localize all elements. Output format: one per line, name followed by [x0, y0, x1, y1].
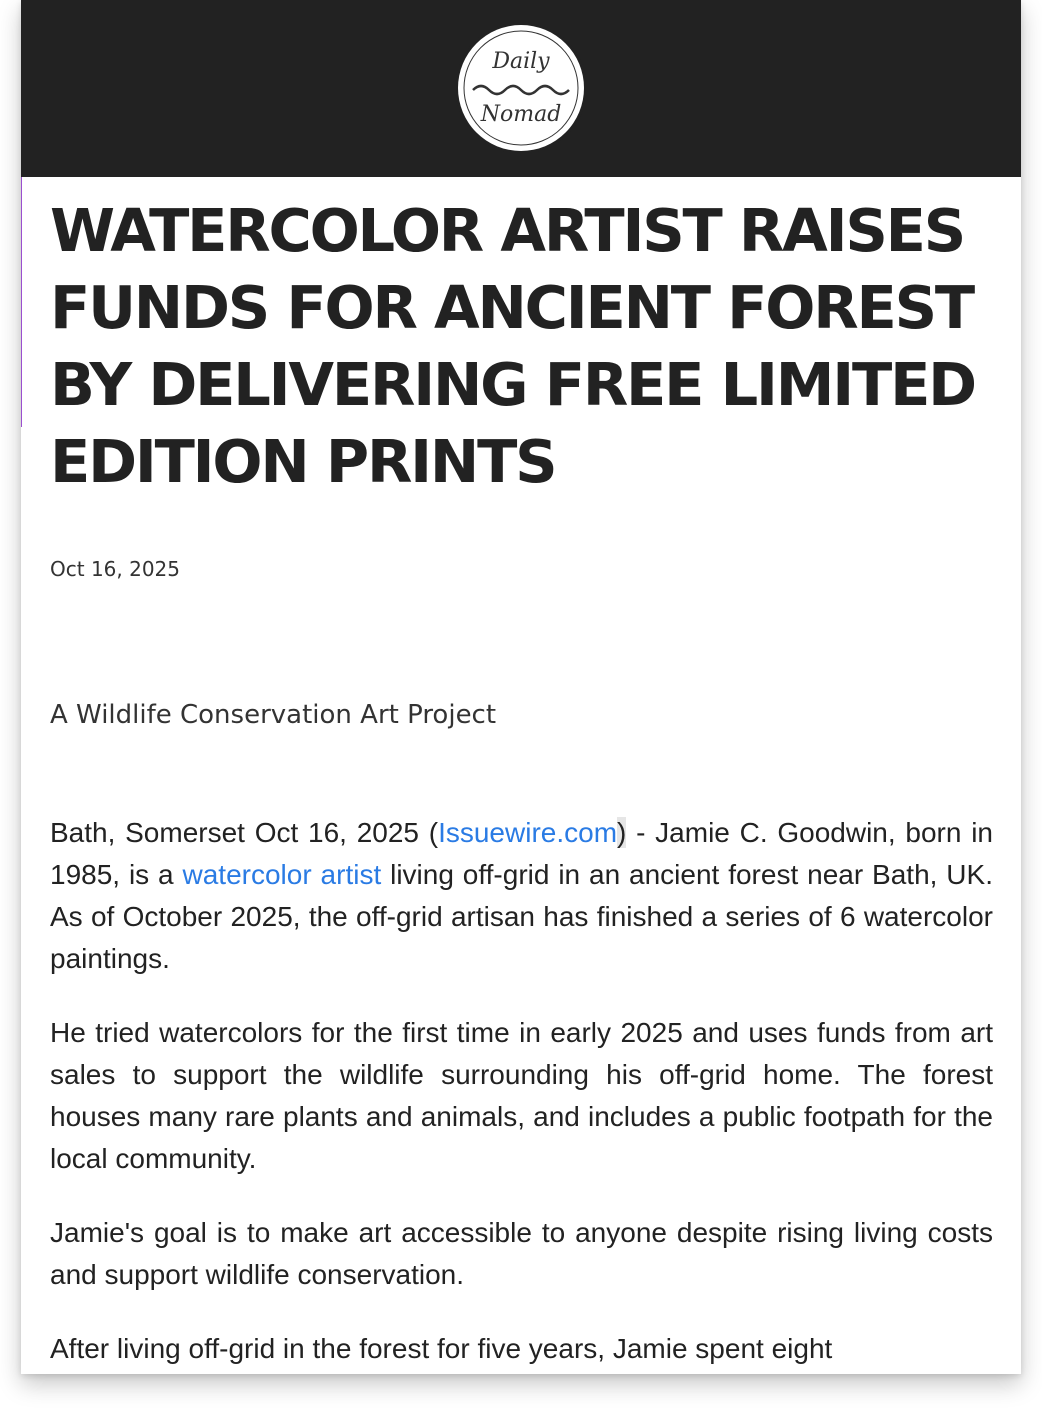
paragraph-3: Jamie's goal is to make art accessible to anyone despite rising living costs and support wildlife conservation.	[50, 1217, 993, 1290]
article-page	[21, 0, 1021, 1374]
article-body	[50, 812, 993, 1374]
headline-block	[50, 192, 993, 500]
accent-line	[21, 177, 22, 427]
article-headline: WATERCOLOR ARTIST RAISES FUNDS FOR ANCIENT FOREST BY DELIVERING FREE LIMITED EDITION PRINTS	[50, 196, 975, 496]
site-header	[21, 0, 1021, 177]
paragraph-1-text-b: living off-grid in an ancient forest near Bath, UK. As of October 2025, the off-grid artisan has finished a series of 6 watercolor paintings.	[50, 859, 993, 974]
dateline: Bath, Somerset Oct 16, 2025 (	[50, 817, 439, 848]
article-subtitle: A Wildlife Conservation Art Project	[50, 700, 497, 730]
paragraph-4: After living off-grid in the forest for five years, Jamie spent eight	[50, 1333, 833, 1364]
paragraph-1-text-a: - Jamie C. Goodwin, born in 1985, is a	[50, 817, 994, 890]
watercolor-artist-link[interactable]: watercolor artist	[182, 859, 382, 890]
logo-text-daily: Daily	[492, 49, 550, 74]
source-link[interactable]: Issuewire.com	[438, 817, 618, 848]
paragraph-1	[50, 812, 993, 980]
logo-text-nomad: Nomad	[480, 102, 562, 127]
article-date: Oct 16, 2025	[50, 557, 180, 581]
paragraph-2: He tried watercolors for the first time in early 2025 and uses funds from art sales to support the wildlife surrounding his off-grid home. The forest houses many rare plants and animals, and includes a public footpath for the local community.	[50, 1017, 993, 1174]
close-paren: )	[617, 817, 627, 848]
daily-nomad-logo[interactable]	[453, 20, 589, 156]
